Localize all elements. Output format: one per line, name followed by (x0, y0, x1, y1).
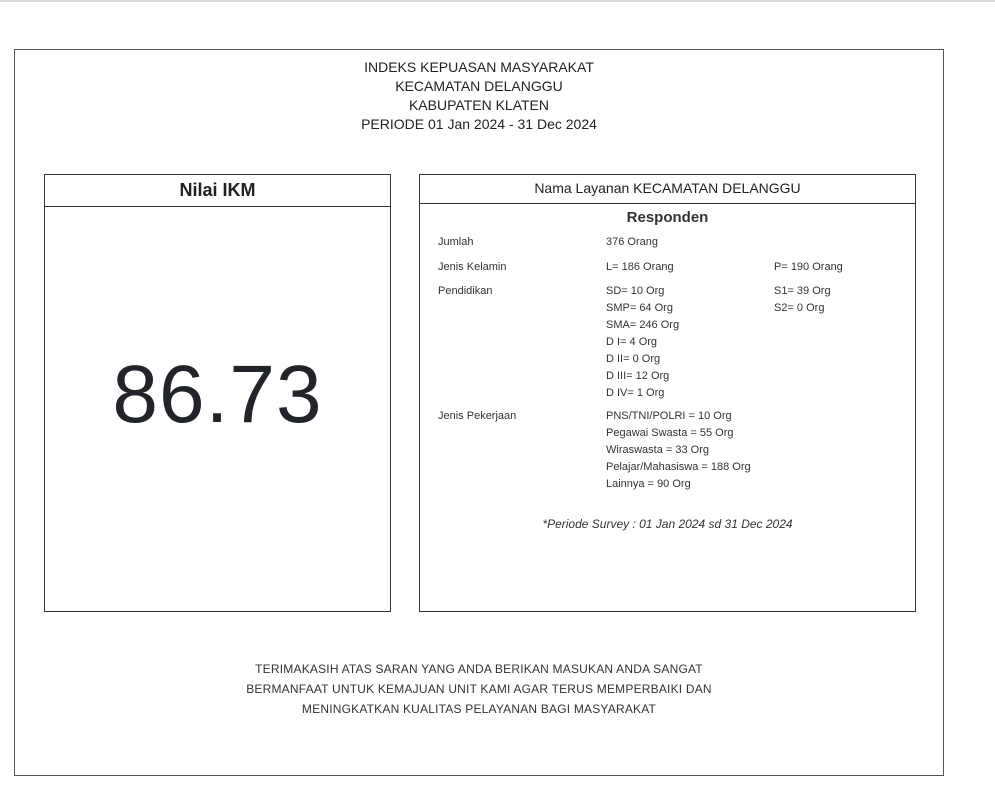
pendidikan-item: SMP= 64 Org (606, 302, 673, 314)
footer-line: TERIMAKASIH ATAS SARAN YANG ANDA BERIKAN MASUKAN ANDA SANGAT (255, 662, 703, 676)
jenis-kelamin-p: P= 190 Orang (774, 261, 843, 273)
pekerjaan-item: Lainnya = 90 Org (606, 478, 691, 490)
ikm-score-card (44, 174, 391, 612)
pendidikan-item: S2= 0 Org (774, 302, 825, 314)
pekerjaan-list (606, 408, 751, 493)
pekerjaan-item: Pelajar/Mahasiswa = 188 Org (606, 461, 751, 473)
pendidikan-item: SMA= 246 Org (606, 319, 680, 331)
header-period: PERIODE 01 Jan 2024 - 31 Dec 2024 (361, 116, 597, 132)
pekerjaan-item: Pegawai Swasta = 55 Org (606, 427, 734, 439)
pendidikan-col2 (774, 283, 831, 317)
footer-line: BERMANFAAT UNTUK KEMAJUAN UNIT KAMI AGAR TERUS MEMPERBAIKI DAN (246, 682, 712, 696)
report-header (15, 58, 943, 134)
pendidikan-item: S1= 39 Org (774, 285, 831, 297)
ikm-report (14, 49, 944, 776)
header-regency: KABUPATEN KLATEN (408, 97, 550, 113)
survey-period-note: *Periode Survey : 01 Jan 2024 sd 31 Dec 2024 (542, 517, 793, 531)
service-title: Nama Layanan KECAMATAN DELANGGU (420, 175, 915, 204)
pendidikan-item: D I= 4 Org (606, 336, 658, 348)
service-card (419, 174, 916, 612)
pekerjaan-label: Jenis Pekerjaan (438, 410, 517, 422)
pendidikan-item: D III= 12 Org (606, 370, 670, 382)
pendidikan-item: SD= 10 Org (606, 285, 665, 297)
top-divider (0, 0, 995, 2)
header-title: INDEKS KEPUASAN MASYARAKAT (364, 59, 594, 75)
thank-you-message (15, 659, 943, 719)
ikm-value: 86.73 (112, 349, 323, 440)
pendidikan-label: Pendidikan (438, 285, 493, 297)
ikm-title: Nilai IKM (45, 175, 390, 207)
jenis-kelamin-label: Jenis Kelamin (438, 261, 507, 273)
jumlah-value: 376 Orang (606, 236, 658, 248)
pendidikan-item: D IV= 1 Org (606, 387, 665, 399)
footer-line: MENINGKATKAN KUALITAS PELAYANAN BAGI MASYARAKAT (301, 702, 657, 716)
pendidikan-col1 (606, 283, 679, 402)
jenis-kelamin-l: L= 186 Orang (606, 261, 674, 273)
pendidikan-item: D II= 0 Org (606, 353, 661, 365)
jumlah-label: Jumlah (438, 236, 474, 248)
pekerjaan-item: PNS/TNI/POLRI = 10 Org (606, 410, 732, 422)
header-district: KECAMATAN DELANGGU (395, 78, 563, 94)
pekerjaan-item: Wiraswasta = 33 Org (606, 444, 710, 456)
responden-title: Responden (626, 209, 709, 226)
